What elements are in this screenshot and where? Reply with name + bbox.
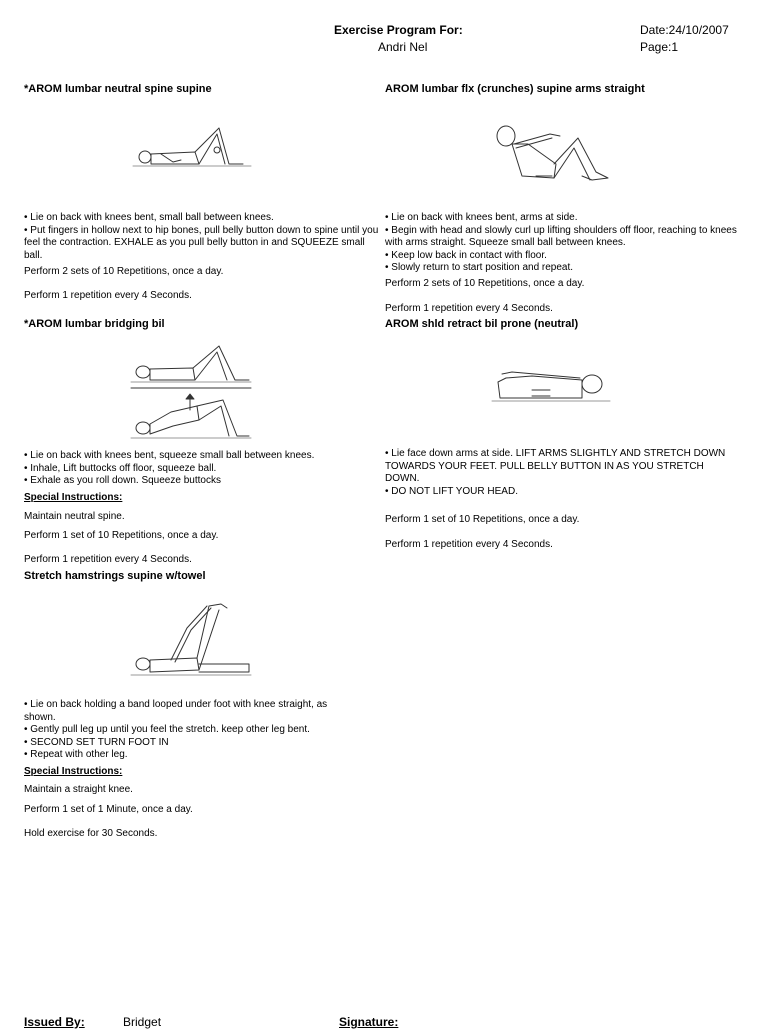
- exercise-instructions: [385, 212, 747, 275]
- hamstring-stretch-figure: [131, 600, 253, 680]
- instruction-line: • Gently pull leg up until you feel the stretch. keep other leg bent.: [24, 724, 310, 735]
- instruction-line: • Exhale as you roll down. Squeeze buttocks: [24, 475, 221, 486]
- exercise-title: *AROM lumbar bridging bil: [24, 318, 165, 330]
- exercise-title: AROM lumbar flx (crunches) supine arms straight: [385, 83, 645, 95]
- instruction-line: • Lie on back with knees bent, arms at side.: [385, 212, 578, 223]
- perform-sets: Perform 1 set of 10 Repetitions, once a day.: [385, 514, 580, 525]
- crunch-figure: [492, 120, 612, 190]
- perform-frequency: Hold exercise for 30 Seconds.: [24, 828, 158, 839]
- exercise-title: Stretch hamstrings supine w/towel: [24, 570, 206, 582]
- signature-label: Signature:: [339, 1015, 399, 1029]
- up-arrow-icon: [184, 393, 196, 411]
- perform-sets: Perform 2 sets of 10 Repetitions, once a day.: [385, 278, 585, 289]
- exercise-title: AROM shld retract bil prone (neutral): [385, 318, 579, 330]
- instruction-line: • Begin with head and slowly curl up lifting shoulders off floor, reaching to knees with arms straight. Squeeze small ball between knees.: [385, 224, 737, 248]
- instruction-line: • SECOND SET TURN FOOT IN: [24, 736, 169, 748]
- instruction-line: • Repeat with other leg.: [24, 749, 128, 760]
- exercise-instructions: [24, 450, 376, 488]
- exercise-instructions: [385, 448, 733, 498]
- program-title: Exercise Program For:: [334, 23, 463, 37]
- patient-name: Andri Nel: [378, 40, 428, 54]
- perform-sets: Perform 2 sets of 10 Repetitions, once a day.: [24, 266, 224, 277]
- instruction-line: • DO NOT LIFT YOUR HEAD.: [385, 485, 518, 497]
- instruction-line: • Lie on back with knees bent, squeeze small ball between knees.: [24, 450, 315, 461]
- exercise-instructions: [24, 212, 382, 262]
- issued-by-value: Bridget: [123, 1015, 162, 1029]
- exercise-instructions: [24, 699, 360, 762]
- bridging-figure: [131, 342, 253, 442]
- exercise-title: *AROM lumbar neutral spine supine: [24, 83, 212, 95]
- special-instructions-text: Maintain neutral spine.: [24, 511, 125, 522]
- instruction-line: • Lie on back holding a band looped under foot with knee straight, as shown.: [24, 699, 328, 723]
- instruction-line: • Slowly return to start position and repeat.: [385, 262, 574, 273]
- perform-frequency: Perform 1 repetition every 4 Seconds.: [385, 539, 553, 550]
- instruction-line: • Keep low back in contact with floor.: [385, 249, 547, 261]
- perform-frequency: Perform 1 repetition every 4 Seconds.: [385, 303, 553, 314]
- instruction-line: • Put fingers in hollow next to hip bones, pull belly button down to spine until you feel the contraction. EXHALE as you pull belly button in and SQUEEZE small ball.: [24, 224, 379, 261]
- perform-sets: Perform 1 set of 10 Repetitions, once a day.: [24, 530, 219, 541]
- prone-retract-figure: [492, 368, 612, 408]
- instruction-line: • Lie face down arms at side. LIFT ARMS SLIGHTLY AND STRETCH DOWN TOWARDS YOUR FEET. PULL BELLY BUTTON IN AS YOU STRETCH DOWN.: [385, 448, 726, 484]
- neutral-spine-figure: [133, 120, 253, 172]
- instruction-line: • Inhale, Lift buttocks off floor, squeeze ball.: [24, 462, 217, 474]
- special-instructions-label: Special Instructions:: [24, 766, 123, 777]
- page-number: Page:1: [640, 40, 679, 54]
- special-instructions-label: Special Instructions:: [24, 492, 123, 503]
- program-date: Date:24/10/2007: [640, 23, 729, 37]
- special-instructions-text: Maintain a straight knee.: [24, 784, 133, 795]
- perform-sets: Perform 1 set of 1 Minute, once a day.: [24, 804, 193, 815]
- perform-frequency: Perform 1 repetition every 4 Seconds.: [24, 290, 192, 301]
- issued-by-label: Issued By:: [24, 1015, 85, 1029]
- perform-frequency: Perform 1 repetition every 4 Seconds.: [24, 554, 192, 565]
- instruction-line: • Lie on back with knees bent, small ball between knees.: [24, 212, 274, 223]
